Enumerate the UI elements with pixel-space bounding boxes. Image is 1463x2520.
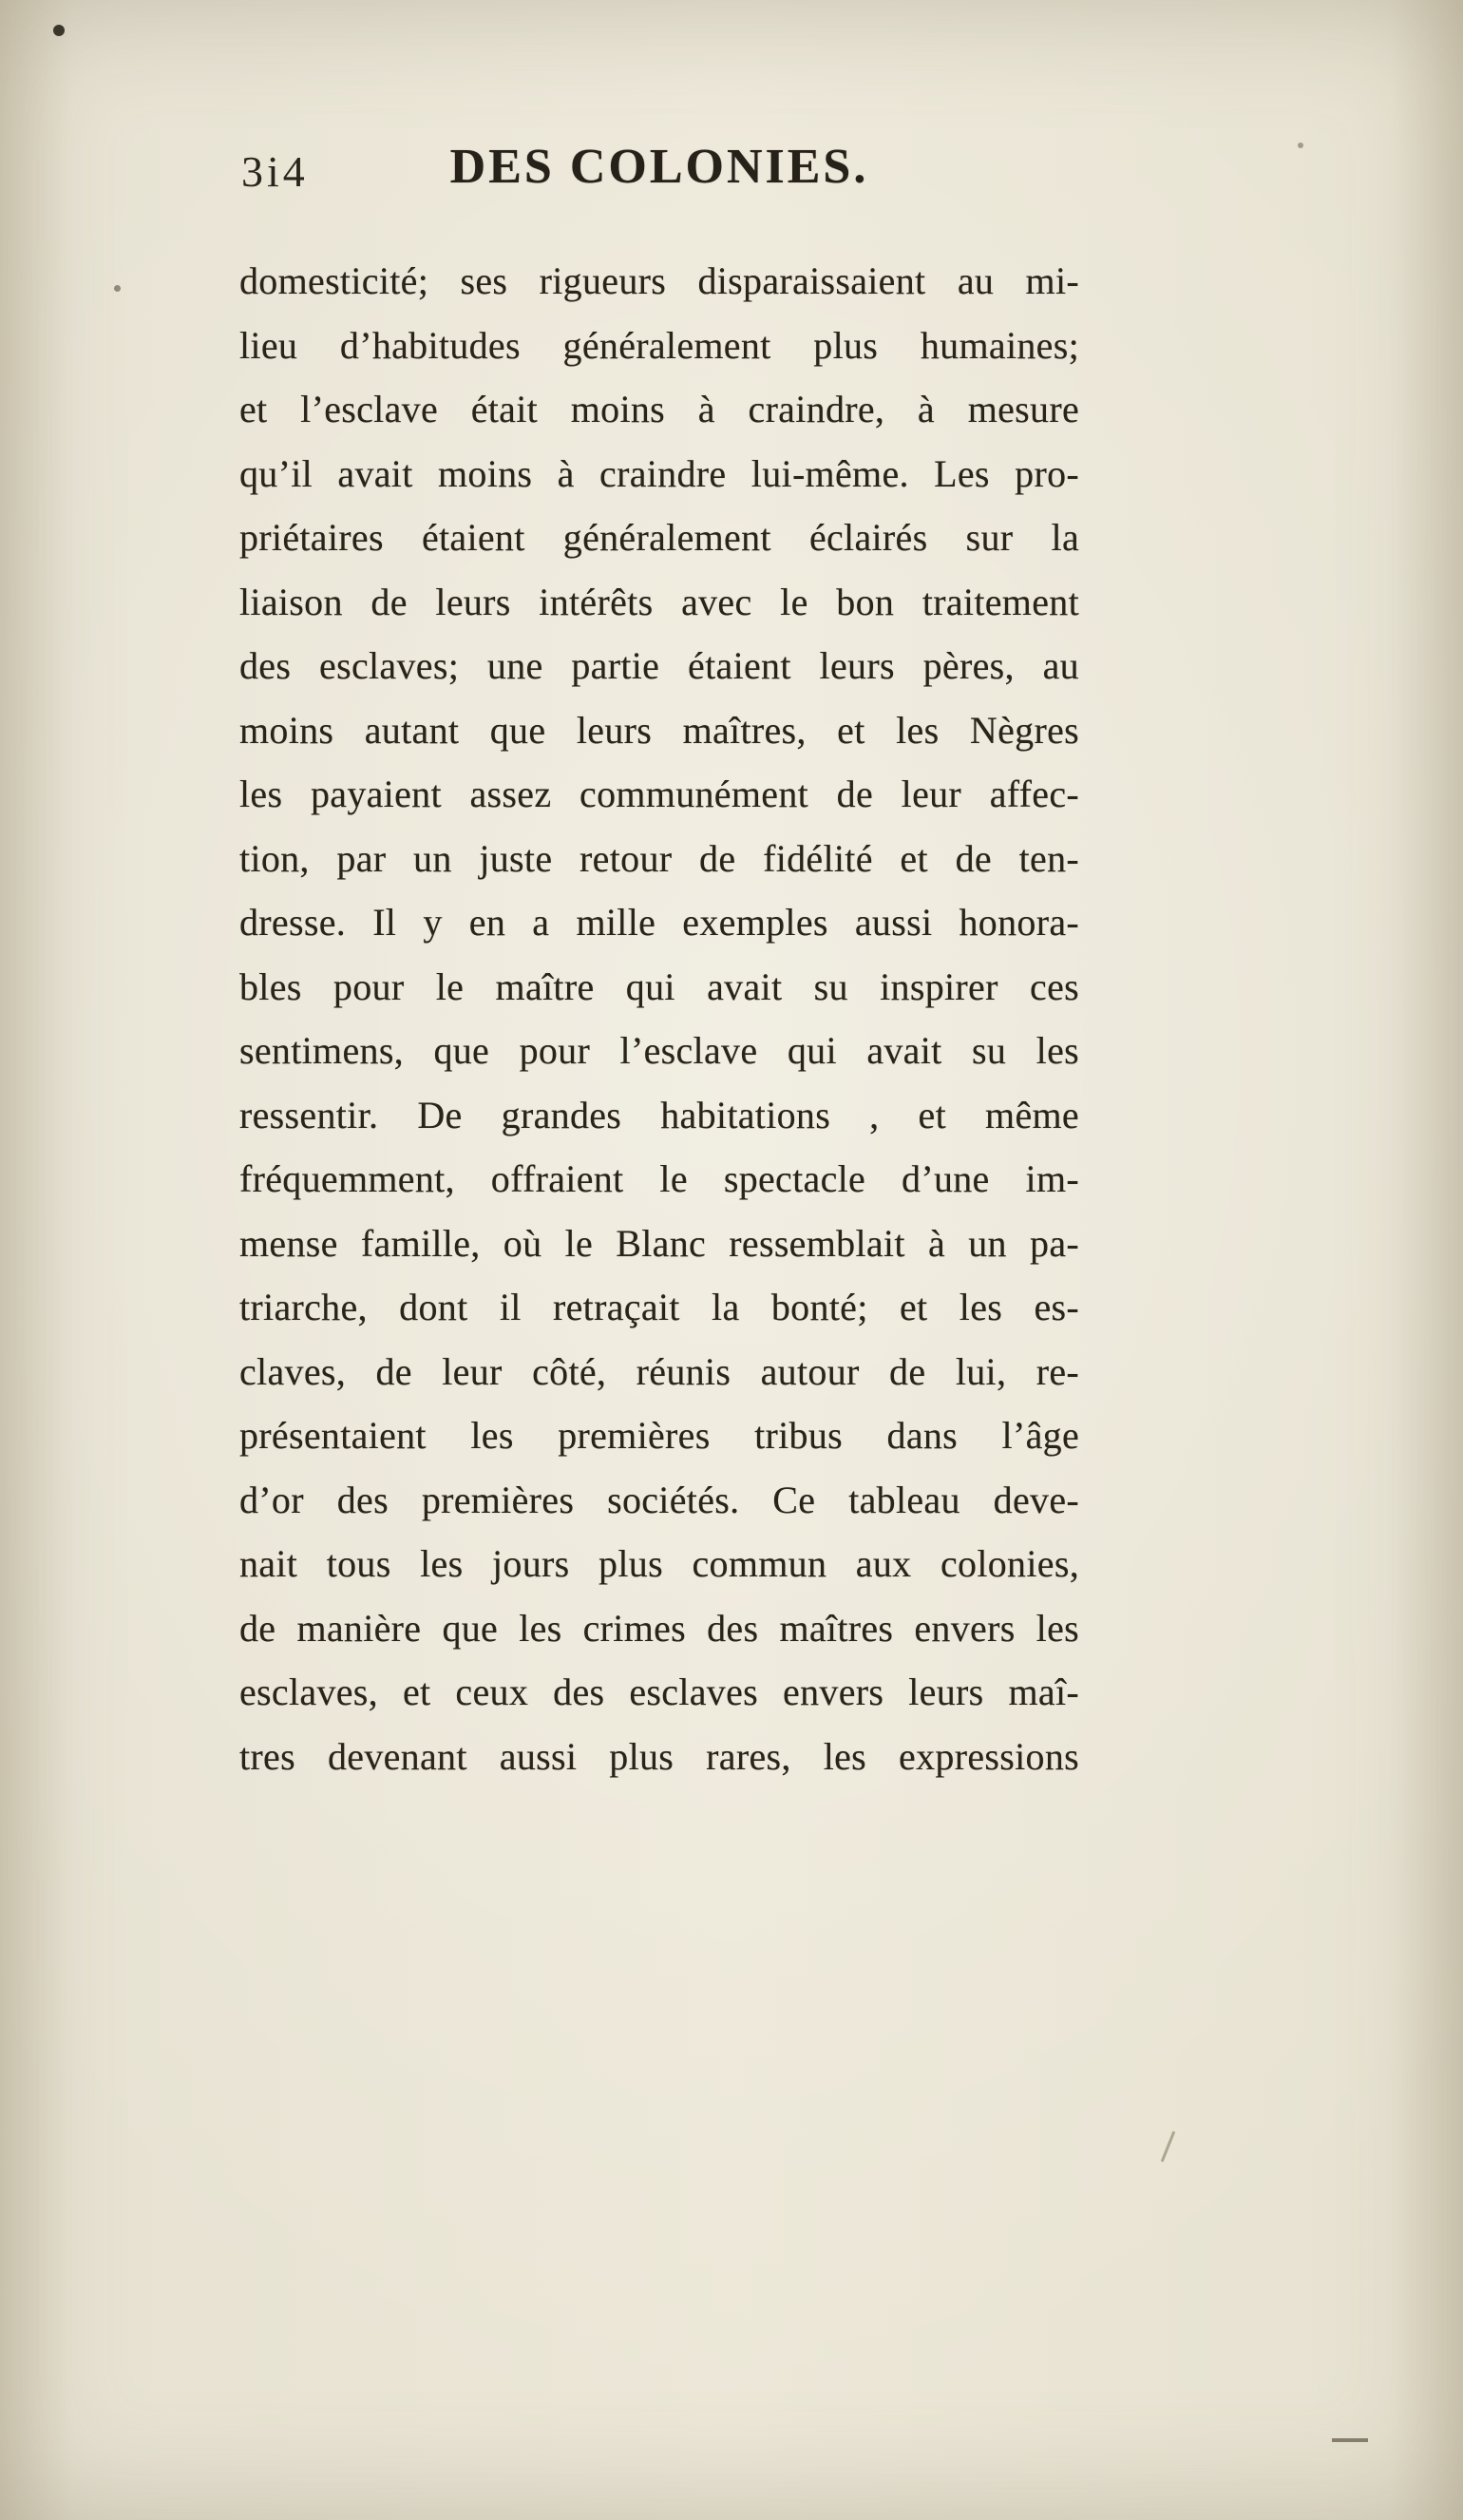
page-number: 3i4	[241, 147, 309, 196]
ink-speck	[1298, 143, 1303, 148]
body-text-line: sentimens, que pour l’esclave qui avait su les	[239, 1029, 1079, 1072]
scan-artifact-dash	[1332, 2438, 1368, 2442]
body-text-line: bles pour le maître qui avait su inspirer ces	[239, 964, 1079, 1008]
body-text-line: liaison de leurs intérêts avec le bon traitement	[239, 580, 1079, 623]
body-text-line: claves, de leur côté, réunis autour de lui, re-	[239, 1349, 1079, 1393]
body-text-line: d’or des premières sociétés. Ce tableau deve-	[239, 1478, 1079, 1521]
body-text	[239, 249, 1079, 1788]
ink-speck	[114, 285, 121, 292]
ink-speck	[53, 25, 65, 36]
body-text-line: triarche, dont il retraçait la bonté; et les es-	[239, 1286, 1079, 1328]
body-text-line: qu’il avait moins à craindre lui-même. Les pro-	[239, 451, 1079, 495]
scan-artifact-slash	[1161, 2131, 1176, 2163]
body-text-line: mense famille, où le Blanc ressemblait à un pa-	[239, 1221, 1079, 1265]
body-text-line: ressentir. De grandes habitations , et même	[239, 1093, 1079, 1136]
body-text-line: dresse. Il y en a mille exemples aussi honora-	[239, 901, 1079, 944]
body-text-line: lieu d’habitudes généralement plus humaines;	[239, 323, 1079, 367]
body-text-line: de manière que les crimes des maîtres envers les	[239, 1606, 1079, 1650]
body-text-line: et l’esclave était moins à craindre, à mesure	[239, 388, 1079, 430]
body-text-line: présentaient les premières tribus dans l’âge	[239, 1414, 1079, 1457]
body-text-line: tres devenant aussi plus rares, les expressions	[239, 1734, 1079, 1778]
body-text-line: tion, par un juste retour de fidélité et de ten-	[239, 836, 1079, 880]
body-text-line: des esclaves; une partie étaient leurs pères, au	[239, 644, 1079, 687]
body-text-line: esclaves, et ceux des esclaves envers leurs maî-	[239, 1670, 1079, 1713]
body-text-line: nait tous les jours plus commun aux colonies,	[239, 1542, 1079, 1585]
running-title: DES COLONIES.	[449, 140, 869, 194]
body-text-line: domesticité; ses rigueurs disparaissaient au mi-	[239, 259, 1079, 302]
body-text-line: moins autant que leurs maîtres, et les Nègres	[239, 708, 1079, 752]
body-text-line: les payaient assez communément de leur affec-	[239, 773, 1079, 815]
page-header	[239, 139, 1079, 207]
body-text-line: fréquemment, offraient le spectacle d’une im-	[239, 1157, 1079, 1200]
body-text-line: priétaires étaient généralement éclairés sur la	[239, 516, 1079, 559]
